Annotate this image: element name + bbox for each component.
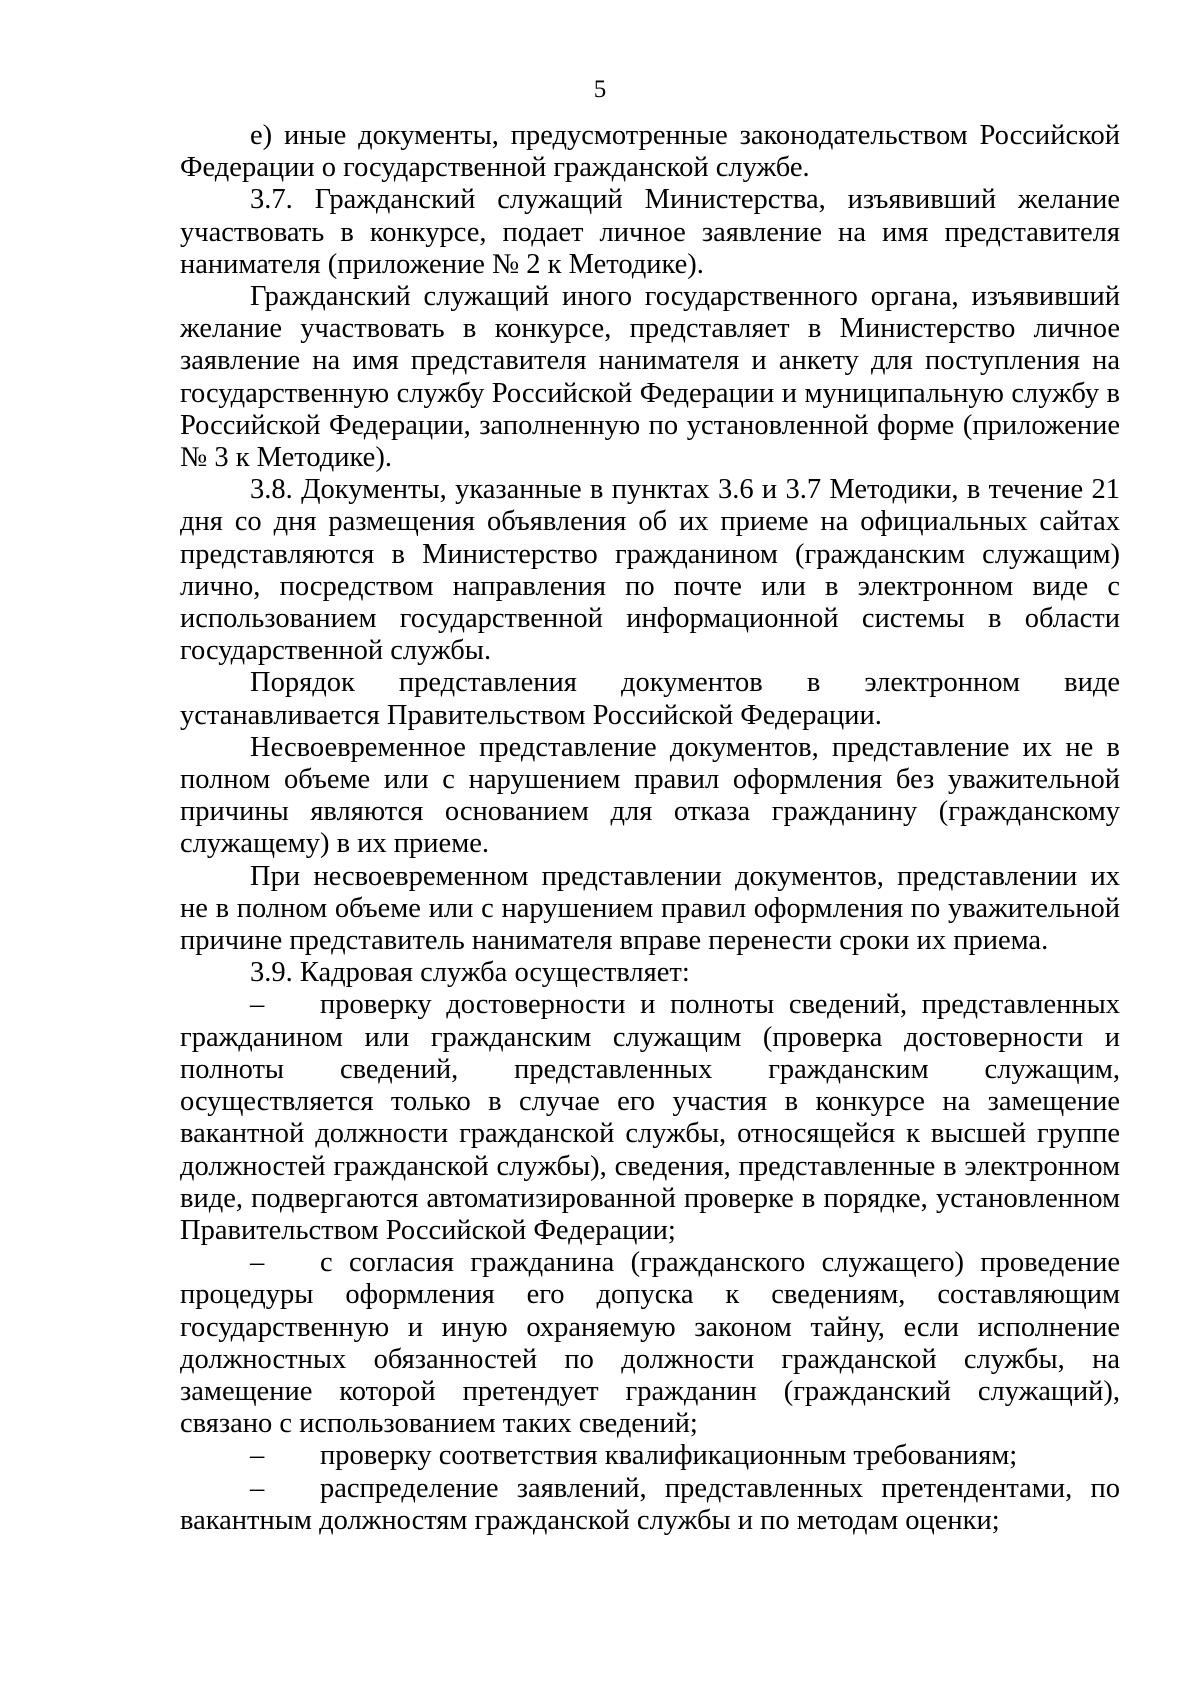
- page-number: 5: [593, 76, 607, 103]
- list-dash: –: [250, 1440, 265, 1472]
- paragraph: е) иные документы, предусмотренные законодательством Российской Федерации о государственной гражданской службе.: [180, 120, 1120, 184]
- paragraph: Гражданский служащий иного государственного органа, изъявивший желание участвовать в конкурсе, представляет в Министерство личное заявление на имя представителя нанимателя и анкету для поступления на государственную службу Российской Федерации и муниципальную службу в Российской Федерации, заполненную по установленной форме (приложение № 3 к Методике).: [180, 281, 1120, 474]
- list-dash: –: [250, 1472, 265, 1504]
- list-item: [180, 1247, 1120, 1440]
- list-item-text: проверку достоверности и полноты сведений, представленных гражданином или гражданским служащим (проверка достоверности и полноты сведений, представленных гражданским служащим, осуществляется только в случае его участия в конкурсе на замещение вакантной должности гражданской службы, относящейся к высшей группе должностей гражданской службы), сведения, представленные в электронном виде, подвергаются автоматизированной проверке в порядке, установленном Правительством Российской Федерации;: [180, 989, 1120, 1246]
- document-body: [180, 120, 1120, 1537]
- list-item-text: с согласия гражданина (гражданского служащего) проведение процедуры оформления его допуска к сведениям, составляющим государственную и иную охраняемую законом тайну, если исполнение должностных обязанностей по должности гражданской службы, на замещение которой претендует гражданин (гражданский служащий), связано с использованием таких сведений;: [180, 1247, 1120, 1440]
- paragraph: 3.8. Документы, указанные в пунктах 3.6 и 3.7 Методики, в течение 21 дня со дня размещения объявления об их приеме на официальных сайтах представляются в Министерство гражданином (гражданским служащим) лично, посредством направления по почте или в электронном виде с использованием государственной информационной системы в области государственной службы.: [180, 474, 1120, 667]
- list-item: [180, 989, 1120, 1247]
- paragraph: 3.7. Гражданский служащий Министерства, изъявивший желание участвовать в конкурсе, подает личное заявление на имя представителя нанимателя (приложение № 2 к Методике).: [180, 184, 1120, 280]
- paragraph: Порядок представления документов в электронном виде устанавливается Правительством Российской Федерации.: [180, 667, 1120, 731]
- list-dash: –: [250, 989, 265, 1021]
- list-item: [180, 1473, 1120, 1537]
- list-dash: –: [250, 1247, 265, 1279]
- list-item-text: проверку соответствия квалификационным требованиям;: [320, 1440, 1018, 1472]
- paragraph: Несвоевременное представление документов, представление их не в полном объеме или с нарушением правил оформления без уважительной причины являются основанием для отказа гражданину (гражданскому служащему) в их приеме.: [180, 731, 1120, 860]
- paragraph: При несвоевременном представлении документов, представлении их не в полном объеме или с нарушением правил оформления по уважительной причине представитель нанимателя вправе перенести сроки их приема.: [180, 860, 1120, 957]
- list-item: [180, 1440, 1120, 1472]
- paragraph: 3.9. Кадровая служба осуществляет:: [250, 957, 690, 989]
- list-item-text: распределение заявлений, представленных претендентами, по вакантным должностям гражданской службы и по методам оценки;: [180, 1472, 1120, 1536]
